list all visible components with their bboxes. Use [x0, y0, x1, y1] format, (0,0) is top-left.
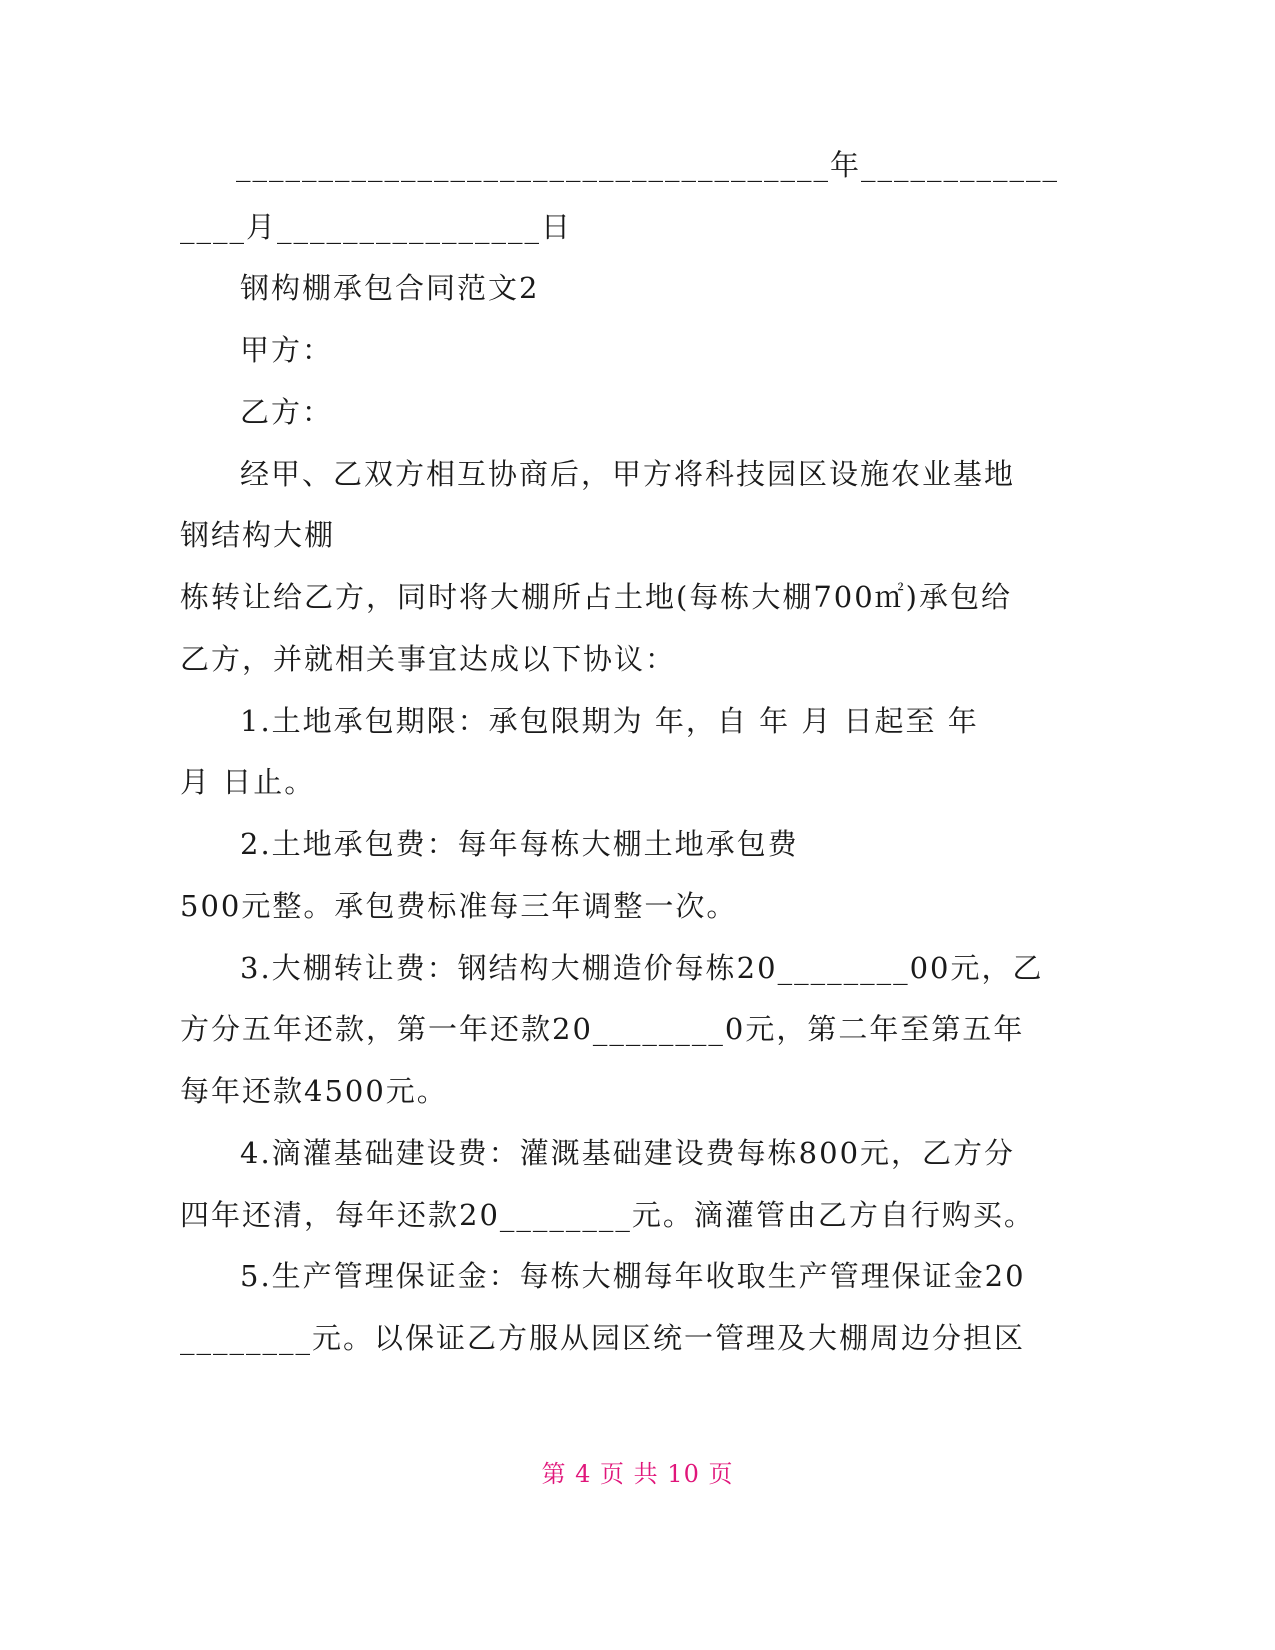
clause-5-cont: ________元。以保证乙方服从园区统一管理及大棚周边分担区: [180, 1321, 1026, 1355]
clause-3: 3.大棚转让费：钢结构大棚造价每栋20________00元，乙: [240, 951, 1044, 985]
clause-1-cont: 月 日止。: [180, 765, 316, 799]
clause-2: 2.土地承包费：每年每栋大棚土地承包费: [240, 827, 799, 861]
paragraph-line: 乙方，并就相关事宜达成以下协议：: [180, 642, 677, 676]
clause-2-cont: 500元整。承包费标准每三年调整一次。: [180, 889, 738, 923]
document-title: 钢构棚承包合同范文2: [240, 271, 540, 305]
paragraph-line: 栋转让给乙方，同时将大棚所占土地(每栋大棚700㎡)承包给: [180, 580, 1012, 614]
paragraph-line: 钢结构大棚: [180, 518, 336, 552]
clause-5: 5.生产管理保证金：每栋大棚每年收取生产管理保证金20: [240, 1259, 1026, 1293]
clause-4-cont: 四年还清，每年还款20________元。滴灌管由乙方自行购买。: [180, 1198, 1035, 1232]
signature-date-line-year: ____________________________________年____________: [236, 148, 1060, 182]
party-b-label: 乙方：: [240, 395, 334, 429]
signature-date-line-month: ____月________________日: [180, 210, 573, 244]
paragraph-line: 经甲、乙双方相互协商后，甲方将科技园区设施农业基地: [240, 457, 1016, 491]
clause-3-cont: 每年还款4500元。: [180, 1074, 448, 1108]
page-number-label: 第 4 页 共 10 页: [541, 1460, 734, 1488]
page-footer: [0, 1458, 1275, 1490]
clause-1: 1.土地承包期限：承包限期为 年，自 年 月 日起至 年: [240, 704, 979, 738]
party-a-label: 甲方：: [240, 333, 334, 367]
clause-3-cont: 方分五年还款，第一年还款20________0元，第二年至第五年: [180, 1012, 1025, 1046]
clause-4: 4.滴灌基础建设费：灌溉基础建设费每栋800元，乙方分: [240, 1136, 1016, 1170]
